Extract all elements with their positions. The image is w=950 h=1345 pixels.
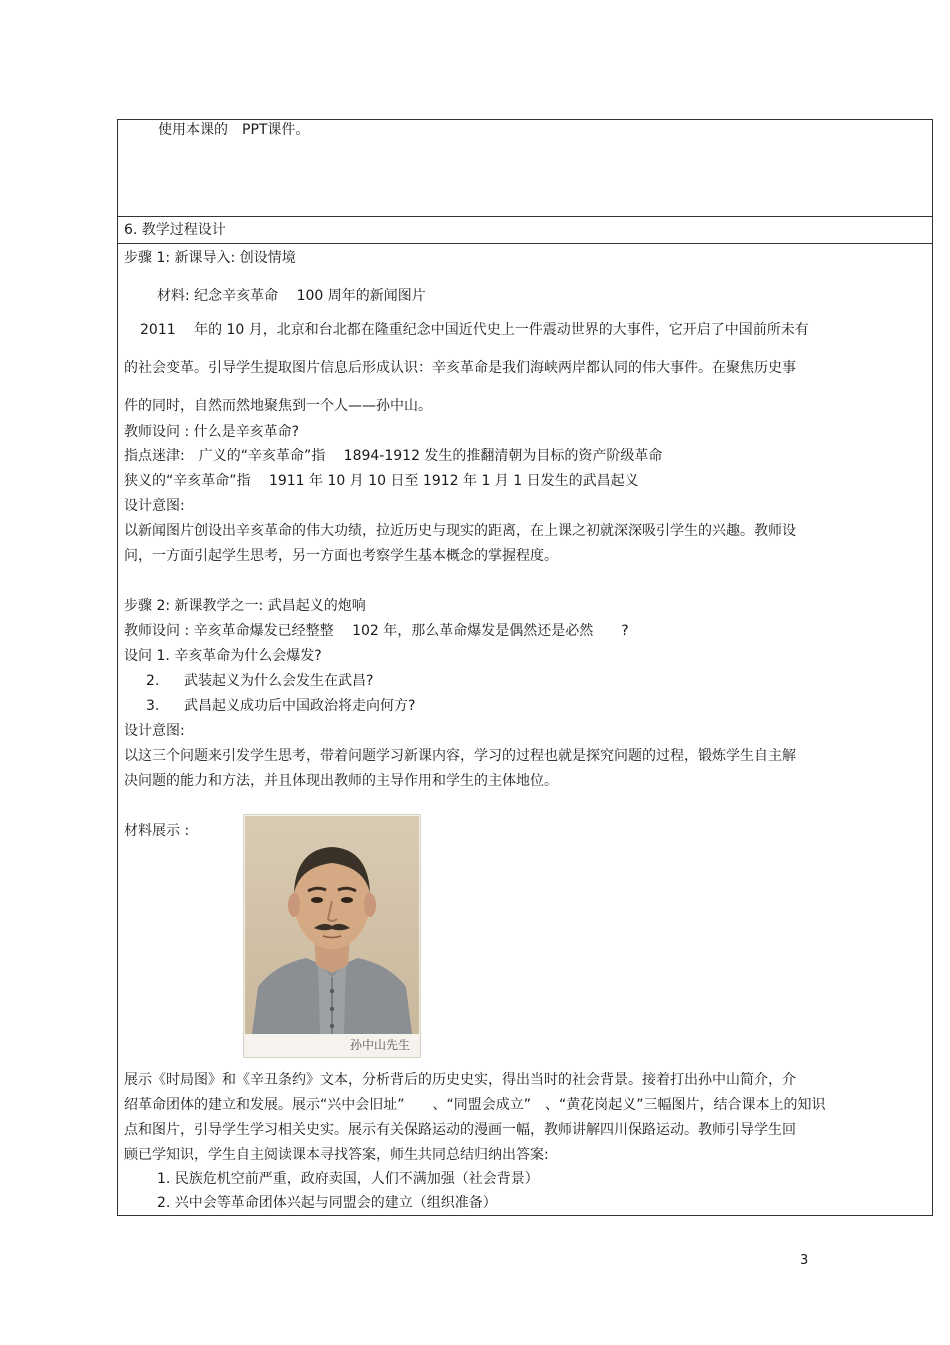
answer-item: 1. 民族危机空前严重，政府卖国，人们不满加强（社会背景） [157, 1171, 539, 1187]
step2-q1: 设问 1. 辛亥革命为什么会爆发? [124, 648, 322, 664]
step2-q3-number: 3. [146, 698, 160, 714]
step2-question: 教师设问 : 辛亥革命爆发已经整整 102 年，那么革命爆发是偶然还是必然 ? [124, 623, 629, 639]
step1-para-line: 的社会变革。引导学生提取图片信息后形成认识：辛亥革命是我们海峡两岸都认同的伟大事件。在聚焦历史事 [124, 360, 796, 376]
step2-q3: 武昌起义成功后中国政治将走向何方? [184, 698, 416, 714]
portrait-drawing [244, 815, 420, 1057]
step2-intent-line: 以这三个问题来引发学生思考，带着问题学习新课内容，学习的过程也就是探究问题的过程，锻炼学生自主解 [124, 748, 796, 764]
step1-para-line: 2011 年的 10 月，北京和台北都在隆重纪念中国近代史上一件震动世界的大事件，它开启了中国前所未有 [140, 322, 809, 338]
step1-hint-narrow: 狭义的“辛亥革命”指 1911 年 10 月 10 日至 1912 年 1 月 1 日发生的武昌起义 [124, 473, 639, 489]
step2-intent-title: 设计意图: [124, 723, 185, 739]
step2-q2-number: 2. [146, 673, 160, 689]
step2-para-line: 点和图片，引导学生学习相关史实。展示有关保路运动的漫画一幅，教师讲解四川保路运动。教师引导学生回 [124, 1122, 796, 1138]
step2-intent-line: 决问题的能力和方法，并且体现出教师的主导作用和学生的主体地位。 [124, 773, 558, 789]
answer-item: 2. 兴中会等革命团体兴起与同盟会的建立（组织准备） [157, 1195, 497, 1211]
material-label: 材料展示 : [124, 823, 190, 839]
step1-title: 步骤 1: 新课导入: 创设情境 [124, 250, 296, 266]
step2-para-line: 绍革命团体的建立和发展。展示“兴中会旧址” 、“同盟会成立” 、“黄花岗起义”三幅图片，结合课本上的知识 [124, 1097, 826, 1113]
step2-title: 步骤 2: 新课教学之一: 武昌起义的炮响 [124, 598, 366, 614]
section-title: 6. 教学过程设计 [124, 222, 226, 238]
step1-question: 教师设问 : 什么是辛亥革命? [124, 424, 300, 440]
step1-material: 材料: 纪念辛亥革命 100 周年的新闻图片 [157, 288, 426, 304]
row-divider-1 [117, 216, 933, 217]
step1-para-line: 件的同时，自然而然地聚焦到一个人——孙中山。 [124, 398, 432, 414]
step2-para-line: 展示《时局图》和《辛丑条约》文本，分析背后的历史史实，得出当时的社会背景。接着打出孙中山简介，介 [124, 1072, 796, 1088]
sun-yat-sen-portrait [243, 814, 421, 1058]
step1-intent-line: 以新闻图片创设出辛亥革命的伟大功绩，拉近历史与现实的距离，在上课之初就深深吸引学生的兴趣。教师设 [124, 523, 796, 539]
step1-intent-line: 问，一方面引起学生思考，另一方面也考察学生基本概念的掌握程度。 [124, 548, 558, 564]
table-bottom-border [117, 1215, 933, 1216]
row-divider-2 [117, 243, 933, 244]
page-number: 3 [800, 1253, 809, 1268]
step1-intent-title: 设计意图: [124, 498, 185, 514]
table-frame [117, 119, 933, 1216]
photo-caption: 孙中山先生 [349, 1038, 410, 1052]
table-top-border [117, 119, 933, 120]
step2-q2: 武装起义为什么会发生在武昌? [184, 673, 374, 689]
step1-hint-broad: 指点迷津: 广义的“辛亥革命”指 1894-1912 发生的推翻清朝为目标的资产阶级革命 [124, 448, 663, 464]
step2-para-line: 顾已学知识，学生自主阅读课本寻找答案，师生共同总结归纳出答案: [124, 1147, 549, 1163]
ppt-note: 使用本课的 PPT课件。 [158, 122, 310, 138]
